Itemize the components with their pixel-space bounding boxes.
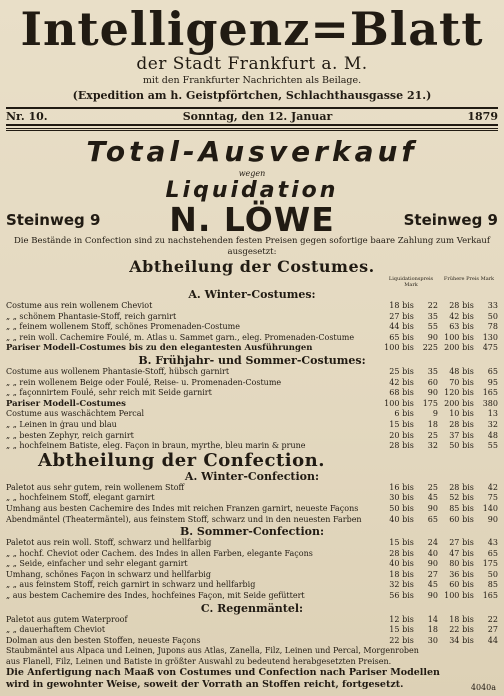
item-prices bbox=[378, 580, 498, 591]
liquidation-price-to: 18 bbox=[427, 419, 438, 429]
former-price-to: 65 bbox=[487, 548, 498, 558]
liquidation-price-from: 15 bbox=[389, 419, 400, 429]
former-price-from: 200 bbox=[444, 343, 460, 353]
bis-word: bis bbox=[462, 559, 474, 569]
item-prices bbox=[378, 570, 498, 581]
bis-word: bis bbox=[402, 322, 414, 332]
former-price-from: 120 bbox=[444, 388, 460, 398]
former-price-to: 22 bbox=[487, 614, 498, 624]
liquidation-price-to: 45 bbox=[427, 580, 438, 590]
item-prices bbox=[378, 431, 498, 442]
item-prices bbox=[378, 483, 498, 494]
bis-word: bis bbox=[402, 332, 414, 342]
bis-word: bis bbox=[402, 548, 414, 558]
item-prices bbox=[378, 493, 498, 504]
liquidation-price-from: 28 bbox=[389, 548, 400, 558]
item-prices bbox=[378, 420, 498, 431]
price-row bbox=[6, 615, 498, 626]
bis-word: bis bbox=[402, 441, 414, 451]
former-price-from: 28 bbox=[449, 482, 460, 492]
former-price-from: 22 bbox=[449, 625, 460, 635]
former-price-from: 36 bbox=[449, 569, 460, 579]
liquidation-price-from: 25 bbox=[389, 366, 400, 376]
former-price-to: 50 bbox=[487, 311, 498, 321]
price-row bbox=[6, 409, 498, 420]
item-prices bbox=[378, 322, 498, 333]
item-description: „ „ besten Zephyr, reich garnirt bbox=[6, 430, 134, 440]
group-title: A. Winter-Costumes: bbox=[188, 288, 316, 301]
price-row bbox=[6, 570, 498, 581]
bis-word: bis bbox=[402, 409, 414, 419]
liquidation-price-from: 27 bbox=[389, 311, 400, 321]
liquidation-price-from: 12 bbox=[389, 614, 400, 624]
bis-word: bis bbox=[402, 514, 414, 524]
former-price-from: 100 bbox=[444, 591, 460, 601]
bis-word: bis bbox=[462, 591, 474, 601]
bis-word: bis bbox=[462, 614, 474, 624]
merchant-name: N. LÖWE bbox=[169, 200, 335, 239]
liquidation-price-to: 14 bbox=[427, 614, 438, 624]
ad-wegen: wegen bbox=[238, 169, 266, 178]
item-description: Costume aus wollenem Phantasie-Stoff, hübsch garnirt bbox=[6, 366, 230, 376]
bis-word: bis bbox=[462, 569, 474, 579]
item-description: Dolman aus den besten Stoffen, neueste Façons bbox=[6, 635, 201, 645]
masthead-expedition: (Expedition am h. Geistpförtchen, Schlachthausgasse 21.) bbox=[72, 89, 432, 102]
item-prices bbox=[378, 591, 498, 602]
liquidation-price-from: 15 bbox=[389, 538, 400, 548]
liquidation-price-to: 18 bbox=[427, 625, 438, 635]
price-row bbox=[6, 322, 498, 333]
bis-word: bis bbox=[402, 388, 414, 398]
price-row bbox=[6, 312, 498, 323]
item-description: Pariser Modell-Costumes bis zu den elegantesten Ausführungen bbox=[6, 343, 313, 354]
bis-word: bis bbox=[462, 311, 474, 321]
issue-number: Nr. 10. bbox=[6, 110, 48, 123]
bis-word: bis bbox=[462, 343, 474, 353]
group-title: C. Regenmäntel: bbox=[200, 601, 304, 615]
liquidation-price-from: 30 bbox=[389, 493, 400, 503]
former-price-to: 85 bbox=[487, 580, 498, 590]
former-price-to: 95 bbox=[487, 377, 498, 387]
former-price-to: 43 bbox=[487, 538, 498, 548]
liquidation-price-to: 30 bbox=[427, 635, 438, 645]
bis-word: bis bbox=[402, 538, 414, 548]
item-description: Abendmäntel (Theatermäntel), aus feinstem Stoff, schwarz und in den neuesten Farben bbox=[6, 514, 362, 524]
item-description: „ aus bestem Cachemire des Indes, hochfeines Façon, mit Seide gefüttert bbox=[6, 591, 305, 601]
item-description: „ „ hochfeinem Batiste, eleg. Façon in braun, myrthe, bleu marin & prune bbox=[6, 441, 306, 451]
former-price-from: 37 bbox=[449, 430, 460, 440]
liquidation-price-to: 90 bbox=[427, 332, 438, 342]
bis-word: bis bbox=[402, 635, 414, 645]
bis-word: bis bbox=[402, 580, 414, 590]
liquidation-price-from: 18 bbox=[389, 569, 400, 579]
group-title: A. Winter-Confection: bbox=[184, 469, 320, 483]
price-row bbox=[6, 515, 498, 526]
item-description: „ „ Leinen in ġrau und blau bbox=[6, 419, 117, 429]
bis-word: bis bbox=[402, 377, 414, 387]
liquidation-price-from: 32 bbox=[389, 580, 400, 590]
masthead-beilage: mit den Frankfurter Nachrichten als Beilage. bbox=[142, 75, 362, 86]
liquidation-price-to: 45 bbox=[427, 493, 438, 503]
former-price-to: 42 bbox=[487, 482, 498, 492]
liquidation-price-from: 18 bbox=[389, 301, 400, 310]
ad-code: 4040a bbox=[470, 683, 496, 692]
liquidation-price-from: 22 bbox=[389, 635, 400, 645]
former-price-to: 140 bbox=[482, 503, 498, 513]
liquidation-price-to: 25 bbox=[427, 430, 438, 440]
liquidation-price-from: 68 bbox=[389, 388, 400, 398]
former-price-to: 380 bbox=[482, 398, 498, 408]
former-price-from: 70 bbox=[449, 377, 460, 387]
item-description: „ „ Seide, einfacher und sehr elegant garnirt bbox=[6, 559, 188, 569]
former-price-to: 90 bbox=[487, 514, 498, 524]
former-price-from: 18 bbox=[449, 614, 460, 624]
item-description: Pariser Modell-Costumes bbox=[6, 398, 126, 409]
liquidation-price-from: 6 bbox=[394, 409, 400, 419]
bis-word: bis bbox=[462, 332, 474, 342]
section-costumes-list bbox=[6, 288, 498, 452]
bis-word: bis bbox=[462, 366, 474, 376]
dateline bbox=[6, 107, 498, 126]
item-description: Paletot aus gutem Waterproof bbox=[6, 614, 128, 624]
bis-word: bis bbox=[402, 614, 414, 624]
bis-word: bis bbox=[462, 419, 474, 429]
price-row bbox=[6, 333, 498, 344]
former-price-from: 48 bbox=[449, 366, 460, 376]
item-prices bbox=[378, 312, 498, 323]
liquidation-price-to: 65 bbox=[427, 514, 438, 524]
former-price-to: 175 bbox=[482, 559, 498, 569]
ad-liquidation: Liquidation bbox=[165, 178, 339, 203]
liquidation-price-from: 50 bbox=[389, 503, 400, 513]
bis-word: bis bbox=[402, 503, 414, 513]
former-price-from: 63 bbox=[449, 322, 460, 332]
former-price-from: 200 bbox=[444, 398, 460, 408]
street-left: Steinweg 9 bbox=[6, 211, 101, 229]
bis-word: bis bbox=[402, 493, 414, 503]
former-price-to: 50 bbox=[487, 569, 498, 579]
bis-word: bis bbox=[402, 311, 414, 321]
bis-word: bis bbox=[462, 301, 474, 310]
liquidation-price-from: 100 bbox=[384, 398, 400, 408]
liquidation-price-from: 65 bbox=[389, 332, 400, 342]
bis-word: bis bbox=[462, 377, 474, 387]
price-row bbox=[6, 580, 498, 591]
item-description: „ „ schönem Phantasie-Stoff, reich garnirt bbox=[6, 311, 177, 321]
former-price-to: 48 bbox=[487, 430, 498, 440]
item-description: „ „ hochf. Cheviot oder Cachem. des Indes in allen Farben, elegante Façons bbox=[6, 548, 313, 558]
item-description: „ „ hochfeinem Stoff, elegant garnirt bbox=[6, 493, 155, 503]
issue-date: Sonntag, den 12. Januar bbox=[182, 110, 333, 123]
item-prices bbox=[378, 515, 498, 526]
former-price-to: 13 bbox=[487, 409, 498, 419]
footer-line-4: wird in gewohnter Weise, soweit der Vorrath an Stoffen reicht, fortgesetzt. bbox=[6, 679, 404, 691]
liquidation-price-to: 32 bbox=[427, 441, 438, 451]
item-prices bbox=[378, 615, 498, 626]
section-costumes-title: Abtheilung der Costumes. bbox=[129, 257, 375, 276]
item-prices bbox=[378, 441, 498, 452]
liquidation-price-to: 90 bbox=[427, 503, 438, 513]
former-price-to: 75 bbox=[487, 493, 498, 503]
item-prices bbox=[378, 399, 498, 410]
liquidation-price-from: 40 bbox=[389, 559, 400, 569]
liquidation-price-from: 40 bbox=[389, 514, 400, 524]
item-prices bbox=[378, 504, 498, 515]
item-description: „ „ façonnirtem Foulé, sehr reich mit Seide garnirt bbox=[6, 388, 212, 398]
price-row bbox=[6, 625, 498, 636]
liquidation-price-to: 90 bbox=[427, 591, 438, 601]
bis-word: bis bbox=[462, 409, 474, 419]
price-row bbox=[6, 549, 498, 560]
liquidation-price-to: 90 bbox=[427, 559, 438, 569]
price-row bbox=[6, 388, 498, 399]
former-price-from: 27 bbox=[449, 538, 460, 548]
price-row bbox=[6, 420, 498, 431]
price-column-headers bbox=[6, 276, 498, 288]
price-row bbox=[6, 399, 498, 410]
price-row bbox=[6, 343, 498, 354]
item-prices bbox=[378, 636, 498, 647]
price-row bbox=[6, 378, 498, 389]
bis-word: bis bbox=[462, 580, 474, 590]
footer-line-2: aus Flanell, Filz, Leinen und Batiste in größter Auswahl zu bedeutend herabgesetzten Preisen. bbox=[6, 656, 392, 666]
former-price-from: 28 bbox=[449, 419, 460, 429]
liquidation-price-from: 42 bbox=[389, 377, 400, 387]
liquidation-price-from: 100 bbox=[384, 343, 400, 353]
bis-word: bis bbox=[462, 635, 474, 645]
former-price-from: 10 bbox=[449, 409, 460, 419]
former-price-to: 32 bbox=[487, 419, 498, 429]
liquidation-price-to: 9 bbox=[432, 409, 438, 419]
liquidation-price-to: 40 bbox=[427, 548, 438, 558]
bis-word: bis bbox=[462, 548, 474, 558]
footer-line-3: Die Anfertigung nach Maaß von Costumes und Confection nach Pariser Modellen bbox=[6, 667, 440, 679]
bis-word: bis bbox=[402, 301, 414, 310]
item-description: „ „ feinem wollenem Stoff, schönes Promenaden-Costume bbox=[6, 322, 240, 332]
col-former-price: Frühere Preis Mark bbox=[443, 276, 495, 282]
former-price-from: 80 bbox=[449, 559, 460, 569]
bis-word: bis bbox=[462, 322, 474, 332]
former-price-to: 65 bbox=[487, 366, 498, 376]
item-description: Umhang, schönes Façon in schwarz und hellfarbig bbox=[6, 569, 211, 579]
former-price-from: 100 bbox=[444, 332, 460, 342]
bis-word: bis bbox=[402, 569, 414, 579]
item-prices bbox=[378, 367, 498, 378]
former-price-to: 44 bbox=[487, 635, 498, 645]
bis-word: bis bbox=[402, 559, 414, 569]
bis-word: bis bbox=[462, 398, 474, 408]
liquidation-price-to: 35 bbox=[427, 311, 438, 321]
item-description: „ „ rein woll. Cachemire Foulé, m. Atlas u. Sammet garn., eleg. Promenaden-Costume bbox=[6, 332, 355, 342]
group-title: B. Frühjahr- und Sommer-Costumes: bbox=[138, 353, 366, 367]
bis-word: bis bbox=[402, 419, 414, 429]
liquidation-price-from: 28 bbox=[389, 441, 400, 451]
former-price-to: 27 bbox=[487, 625, 498, 635]
former-price-from: 60 bbox=[449, 514, 460, 524]
item-prices bbox=[378, 378, 498, 389]
bis-word: bis bbox=[402, 343, 414, 353]
section-confection-title: Abtheilung der Confection. bbox=[38, 449, 325, 471]
group-title: B. Sommer-Confection: bbox=[179, 525, 325, 539]
ad-headline: Total-Ausverkauf bbox=[86, 135, 418, 168]
item-description: Costume aus waschächtem Percal bbox=[6, 409, 145, 419]
former-price-to: 475 bbox=[482, 343, 498, 353]
price-row bbox=[6, 504, 498, 515]
bis-word: bis bbox=[462, 625, 474, 635]
liquidation-price-to: 90 bbox=[427, 388, 438, 398]
price-row bbox=[6, 493, 498, 504]
divider bbox=[6, 128, 498, 131]
former-price-to: 78 bbox=[487, 322, 498, 332]
liquidation-price-from: 15 bbox=[389, 625, 400, 635]
bis-word: bis bbox=[462, 503, 474, 513]
former-price-to: 165 bbox=[482, 591, 498, 601]
liquidation-price-to: 60 bbox=[427, 377, 438, 387]
item-prices bbox=[378, 388, 498, 399]
item-prices bbox=[378, 333, 498, 344]
former-price-from: 60 bbox=[449, 580, 460, 590]
bis-word: bis bbox=[462, 538, 474, 548]
bis-word: bis bbox=[462, 493, 474, 503]
former-price-to: 165 bbox=[482, 388, 498, 398]
former-price-to: 130 bbox=[482, 332, 498, 342]
item-description: Paletot aus rein woll. Stoff, schwarz und hellfarbig bbox=[6, 538, 212, 548]
liquidation-price-from: 56 bbox=[389, 591, 400, 601]
price-row bbox=[6, 367, 498, 378]
item-prices bbox=[378, 343, 498, 354]
masthead-subtitle: der Stadt Frankfurt a. M. bbox=[136, 54, 368, 74]
bis-word: bis bbox=[402, 625, 414, 635]
bis-word: bis bbox=[402, 591, 414, 601]
item-description: „ „ rein wollenem Beige oder Foulé, Reise- u. Promenaden-Costume bbox=[6, 377, 282, 387]
issue-year: 1879 bbox=[467, 110, 498, 123]
item-description: „ „ dauerhaftem Cheviot bbox=[6, 625, 106, 635]
item-description: Umhang aus besten Cachemire des Indes mit reichen Franzen garnirt, neueste Façons bbox=[6, 503, 359, 513]
bis-word: bis bbox=[462, 514, 474, 524]
item-description: „ „ aus feinstem Stoff, reich garnirt in schwarz und hellfarbig bbox=[6, 580, 256, 590]
item-prices bbox=[378, 538, 498, 549]
item-prices bbox=[378, 409, 498, 420]
liquidation-price-to: 22 bbox=[427, 301, 438, 310]
bis-word: bis bbox=[462, 441, 474, 451]
former-price-from: 85 bbox=[449, 503, 460, 513]
item-prices bbox=[378, 625, 498, 636]
liquidation-price-to: 25 bbox=[427, 482, 438, 492]
former-price-from: 34 bbox=[449, 635, 460, 645]
liquidation-price-from: 16 bbox=[389, 482, 400, 492]
col-liquidation-price: Liquidationspreis Mark bbox=[388, 276, 434, 288]
street-right: Steinweg 9 bbox=[403, 211, 498, 229]
bis-word: bis bbox=[462, 482, 474, 492]
liquidation-price-to: 225 bbox=[422, 343, 438, 353]
former-price-from: 52 bbox=[449, 493, 460, 503]
bis-word: bis bbox=[402, 482, 414, 492]
price-row bbox=[6, 431, 498, 442]
bis-word: bis bbox=[402, 430, 414, 440]
bis-word: bis bbox=[402, 366, 414, 376]
liquidation-price-from: 20 bbox=[389, 430, 400, 440]
former-price-to: 55 bbox=[487, 441, 498, 451]
bis-word: bis bbox=[462, 388, 474, 398]
price-row bbox=[6, 559, 498, 570]
former-price-from: 28 bbox=[449, 301, 460, 310]
price-row bbox=[6, 483, 498, 494]
former-price-from: 42 bbox=[449, 311, 460, 321]
item-prices bbox=[378, 559, 498, 570]
price-row bbox=[6, 636, 498, 647]
item-description: Paletot aus sehr gutem, rein wollenem Stoff bbox=[6, 482, 185, 492]
price-row bbox=[6, 301, 498, 312]
footer-line-1: Staubmäntel aus Alpaca und Leinen, Jupons aus Atlas, Zanella, Filz, Leinen und Percal, Morgenroben bbox=[6, 646, 419, 656]
bis-word: bis bbox=[402, 398, 414, 408]
masthead-title: Intelligenz=Blatt bbox=[20, 2, 484, 56]
section-confection-list bbox=[6, 470, 498, 647]
ad-intro: Die Bestände in Confection sind zu nachstehenden festen Preisen gegen sofortige baare Zahlung zum Verkauf ausgesetzt: bbox=[13, 236, 491, 257]
price-row bbox=[6, 591, 498, 602]
former-price-from: 50 bbox=[449, 441, 460, 451]
ad-name-row bbox=[6, 200, 498, 239]
price-row bbox=[6, 538, 498, 549]
item-prices bbox=[378, 301, 498, 312]
item-description: Costume aus rein wollenem Cheviot bbox=[6, 301, 153, 310]
liquidation-price-to: 27 bbox=[427, 569, 438, 579]
former-price-from: 47 bbox=[449, 548, 460, 558]
former-price-to: 33 bbox=[487, 301, 498, 310]
liquidation-price-from: 44 bbox=[389, 322, 400, 332]
liquidation-price-to: 24 bbox=[427, 538, 438, 548]
liquidation-price-to: 55 bbox=[427, 322, 438, 332]
item-prices bbox=[378, 549, 498, 560]
bis-word: bis bbox=[462, 430, 474, 440]
liquidation-price-to: 175 bbox=[422, 398, 438, 408]
liquidation-price-to: 35 bbox=[427, 366, 438, 376]
